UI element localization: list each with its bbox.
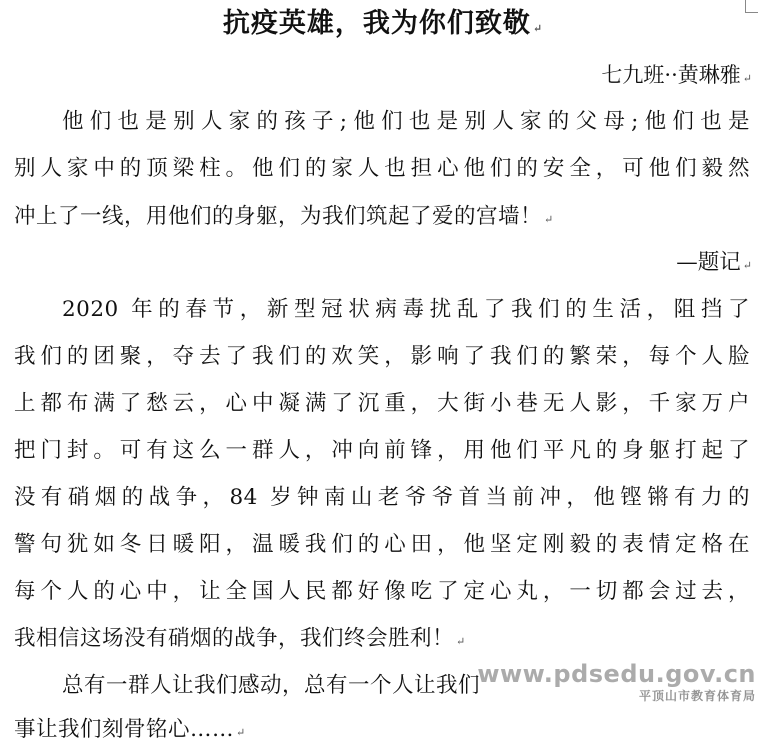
author-text: 七九班··黄琳雅 [601, 63, 741, 87]
watermark-url: www.pdsedu.gov.cn [477, 660, 756, 688]
document-title [0, 4, 766, 49]
body-line: 没有硝烟的战争，84 岁钟南山老爷爷首当前冲，他铿锵有力的 [14, 485, 750, 510]
epigraph-line-text: 冲上了一线，用他们的身躯，为我们筑起了爱的宫墙！ [14, 204, 543, 229]
body-line: 上都布满了愁云，心中凝满了沉重，大街小巷无人影，千家万户 [14, 391, 750, 416]
author-line [601, 58, 752, 96]
body-line: 我们的团聚，夺去了我们的欢笑，影响了我们的繁荣，每个人脸 [14, 344, 750, 369]
title-text: 抗疫英雄，我为你们致敬 [222, 8, 531, 39]
body-line: 把门封。可有这么一群人，冲向前锋，用他们平凡的身躯打起了 [14, 438, 750, 463]
body-line: 总有一群人让我们感动，总有一个人让我们 [62, 673, 481, 698]
epigraph-attribution [676, 245, 752, 284]
epigraph-attribution-text: —题记 [676, 250, 741, 275]
paragraph-mark-icon: ↵ [544, 213, 554, 226]
paragraph-mark-icon: ↵ [532, 22, 544, 35]
epigraph-line: 别人家中的顶梁柱。他们的家人也担心他们的安全，可他们毅然 [14, 156, 750, 181]
body-line: 警句犹如冬日暖阳，温暖我们的心田，他坚定刚毅的表情定格在 [14, 532, 750, 557]
body-line [14, 712, 750, 751]
epigraph-line [14, 199, 750, 238]
epigraph-line: 他们也是别人家的孩子;他们也是别人家的父母;他们也是 [62, 109, 750, 134]
body-line-text: 我相信这场没有硝烟的战争，我们终会胜利！ [14, 626, 455, 651]
watermark-organization: 平顶山市教育体育局 [638, 689, 756, 703]
body-line: 2020 年的春节，新型冠状病毒扰乱了我们的生活，阻挡了 [62, 297, 750, 322]
paragraph-mark-icon: ↵ [456, 635, 466, 648]
paragraph-mark-icon: ↵ [236, 726, 246, 739]
body-line [14, 621, 750, 660]
body-line: 每个人的心中，让全国人民都好像吃了定心丸，一切都会过去， [14, 579, 750, 604]
paragraph-mark-icon: ↵ [742, 72, 752, 85]
paragraph-mark-icon: ↵ [742, 259, 752, 272]
body-line-text: 事让我们刻骨铭心…… [14, 717, 235, 742]
